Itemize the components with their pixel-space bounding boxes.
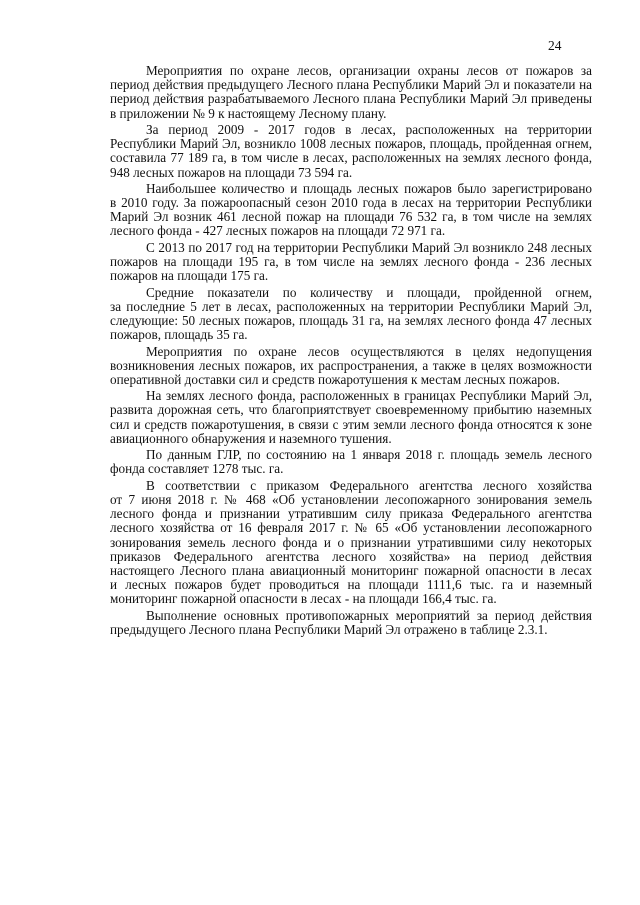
- text-line: лесного фонда и признании утратившим силу приказа Федерального агентства: [110, 506, 592, 522]
- text-line: Республики Марий Эл, возникло 1008 лесных пожаров, площадь, пройденная огнем,: [110, 136, 592, 152]
- text-line: развита дорожная сеть, что благоприятствует своевременному прибытию наземных: [110, 402, 592, 418]
- page-number: 24: [548, 38, 562, 53]
- text-line: Наибольшее количество и площадь лесных пожаров было зарегистрировано: [146, 180, 592, 196]
- text-line: сил и средств пожаротушения, в связи с этим земли лесного фонда относятся к зоне: [110, 416, 592, 432]
- text-line: зонирования земель лесного фонда и о признании утратившими силу некоторых: [110, 534, 592, 550]
- paragraph: [110, 123, 592, 180]
- text-line: составила 77 189 га, в том числе в лесах, расположенных на землях лесного фонда,: [110, 150, 592, 166]
- text-line: лесного хозяйства от 16 февраля 2017 г. № 65 «Об установлении лесопожарного: [110, 520, 592, 536]
- text-line: и лесных пожаров будет проводиться на площади 1111,6 тыс. га и наземный: [110, 577, 592, 593]
- paragraph: [110, 286, 592, 343]
- document-body: [110, 64, 592, 639]
- text-line: предыдущего Лесного плана Республики Марий Эл отражено в таблице 2.3.1.: [110, 621, 548, 637]
- text-line: Мероприятия по охране лесов, организации охраны лесов от пожаров за: [146, 63, 592, 78]
- text-line: период действия предыдущего Лесного плана Республики Марий Эл и показатели на: [110, 77, 592, 93]
- text-line: от 7 июня 2018 г. № 468 «Об установлении лесопожарного зонирования земель: [110, 491, 592, 507]
- text-line: в приложении № 9 к настоящему Лесному плану.: [110, 105, 387, 121]
- text-line: следующие: 50 лесных пожаров, площадь 31 га, на землях лесного фонда 47 лесных: [110, 312, 592, 328]
- text-line: пожаров на площади 175 га.: [110, 268, 269, 284]
- text-line: 948 лесных пожаров на площади 73 594 га.: [110, 164, 353, 180]
- paragraph: [110, 182, 592, 239]
- text-line: мониторинг пожарной опасности в лесах - на площади 166,4 тыс. га.: [110, 591, 497, 607]
- text-line: С 2013 по 2017 год на территории Республики Марий Эл возникло 248 лесных: [146, 239, 592, 255]
- text-line: пожаров на площади 195 га, в том числе на землях лесного фонда - 236 лесных: [110, 254, 592, 269]
- text-line: оперативной доставки сил и средств пожаротушения к местам лесных пожаров.: [110, 371, 560, 387]
- text-line: Мероприятия по охране лесов осуществляются в целях недопущения: [146, 343, 592, 359]
- paragraph: [110, 64, 592, 121]
- text-line: приказов Федерального агентства лесного хозяйства» на период действия: [110, 548, 592, 564]
- paragraph: [110, 479, 592, 607]
- paragraph: [110, 448, 592, 476]
- text-line: лесного фонда - 427 лесных пожаров на площади 72 971 га.: [110, 223, 446, 239]
- text-line: настоящего Лесного плана авиационный мониторинг пожарной опасности в лесах: [110, 562, 592, 578]
- text-line: За период 2009 - 2017 годов в лесах, расположенных на территории: [146, 121, 592, 137]
- text-line: пожаров, площадь 35 га.: [110, 327, 248, 343]
- paragraph: [110, 241, 592, 284]
- text-line: период действия разрабатываемого Лесного плана Республики Марий Эл приведены: [110, 91, 592, 107]
- text-line: возникновения лесных пожаров, их распространения, а также в целях возможности: [110, 357, 592, 373]
- paragraph: [110, 345, 592, 388]
- text-line: в 2010 году. За пожароопасный сезон 2010 года в лесах на территории Республики: [110, 195, 592, 211]
- text-line: фонда составляет 1278 тыс. га.: [110, 461, 284, 477]
- text-line: Марий Эл возник 461 лесной пожар на площади 76 532 га, в том числе на землях: [110, 209, 592, 225]
- paragraph: [110, 389, 592, 446]
- text-line: Средние показатели по количеству и площади, пройденной огнем,: [146, 284, 592, 300]
- text-line: В соответствии с приказом Федерального агентства лесного хозяйства: [146, 477, 592, 493]
- text-line: Выполнение основных противопожарных мероприятий за период действия: [146, 607, 592, 623]
- text-line: По данным ГЛР, по состоянию на 1 января 2018 г. площадь земель лесного: [146, 447, 592, 463]
- paragraph: [110, 609, 592, 637]
- text-line: за последние 5 лет в лесах, расположенных на территории Республики Марий Эл,: [110, 298, 592, 314]
- text-line: авиационного обнаружения и наземного тушения.: [110, 430, 392, 446]
- text-line: На землях лесного фонда, расположенных в границах Республики Марий Эл,: [146, 388, 592, 404]
